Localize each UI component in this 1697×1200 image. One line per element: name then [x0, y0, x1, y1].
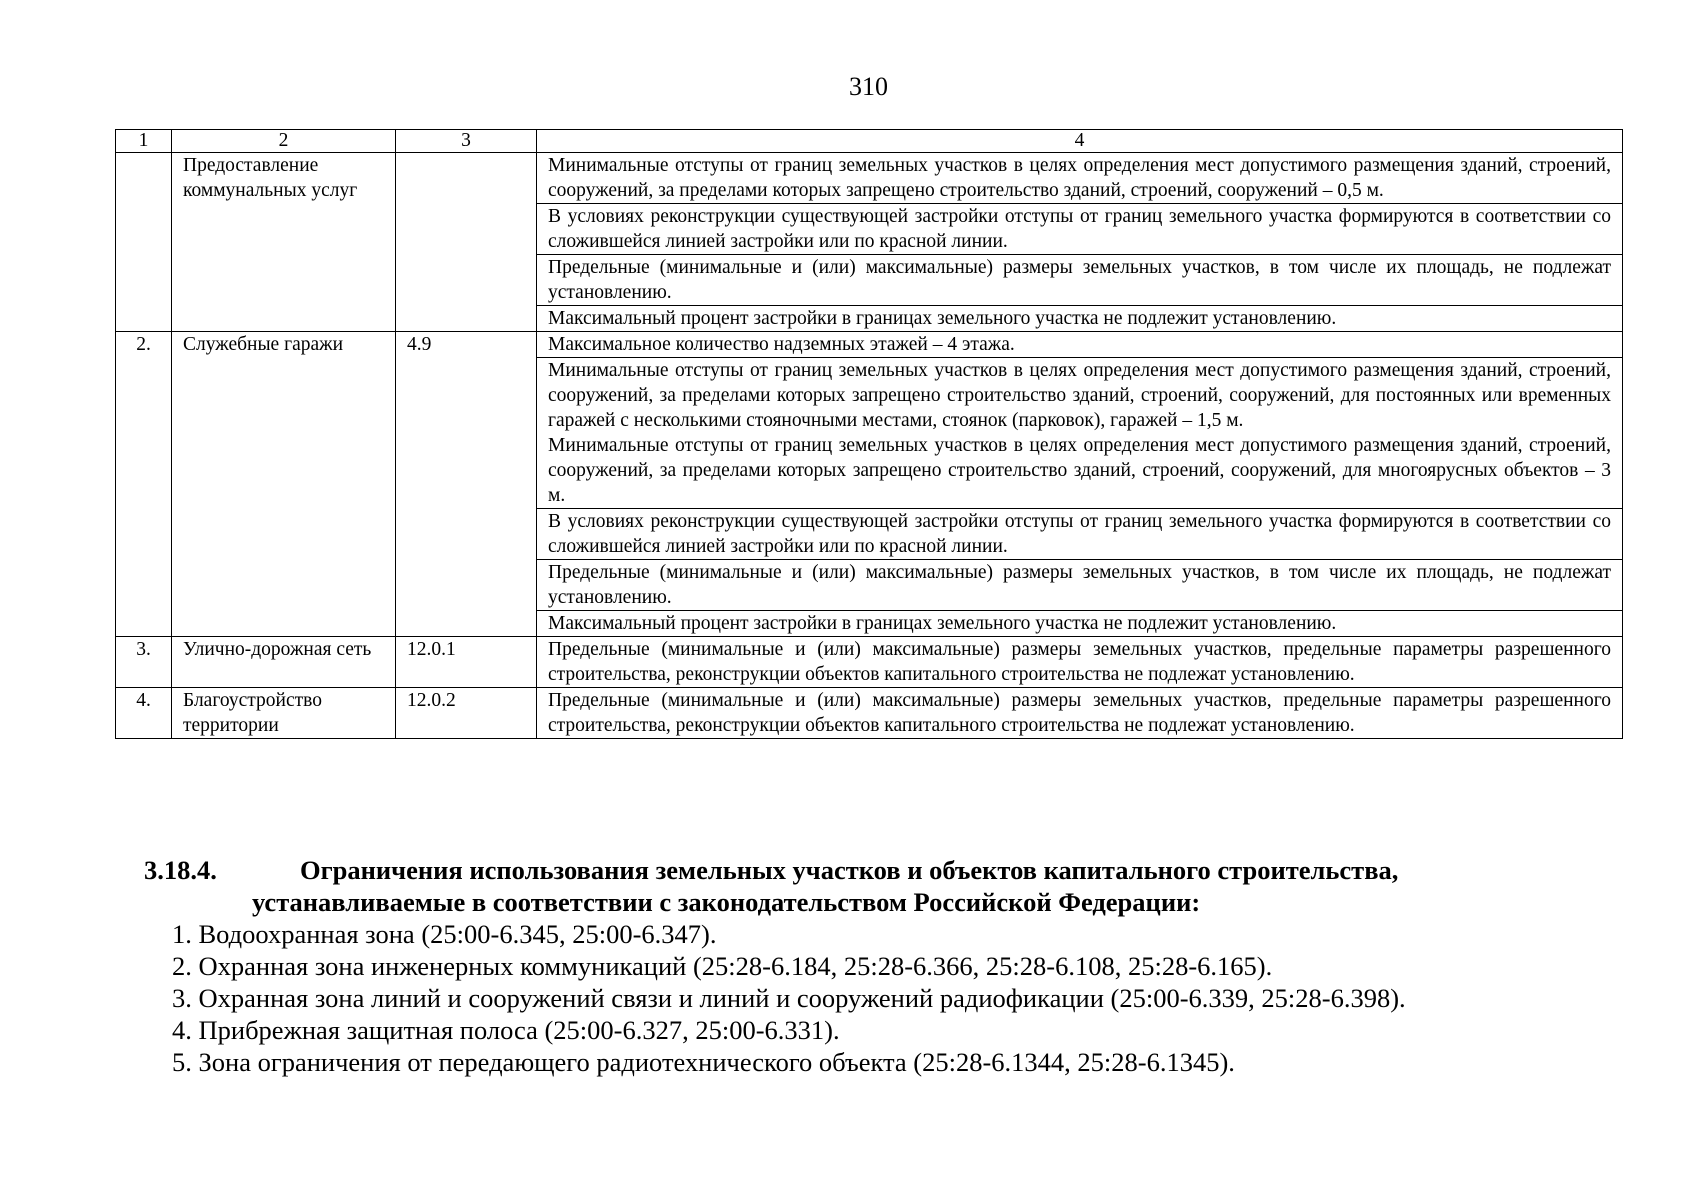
list-item: 1. Водоохранная зона (25:00-6.345, 25:00-6.347).	[172, 919, 717, 949]
table-row	[116, 153, 1623, 204]
parameter-cell: Максимальный процент застройки в границах земельного участка не подлежит установлению.	[537, 306, 1623, 332]
row-number: 3.	[116, 637, 172, 688]
use-type-name: Улично-дорожная сеть	[172, 637, 396, 688]
list-item: 4. Прибрежная защитная полоса (25:00-6.327, 25:00-6.331).	[172, 1015, 840, 1045]
row-number: 4.	[116, 688, 172, 739]
parameter-cell: Минимальные отступы от границ земельных участков в целях определения мест допустимого размещения зданий, строений, сооружений, за пределами которых запрещено строительство зданий, строений, сооружений, для постоянных или временных гаражей с несколькими стояночными местами, стоянок (парковок), гаражей – 1,5 м. Минимальные отступы от границ земельных участков в целях определения мест допустимого размещения зданий, строений, сооружений, за пределами которых запрещено строительство зданий, строений, сооружений, для многоярусных объектов – 3 м.	[537, 358, 1623, 509]
parameter-cell: Максимальное количество надземных этажей – 4 этажа.	[537, 332, 1623, 358]
restrictions-list	[172, 918, 1622, 1078]
use-type-code: 4.9	[396, 332, 537, 637]
parameter-cell: Предельные (минимальные и (или) максимальные) размеры земельных участков, предельные параметры разрешенного строительства, реконструкции объектов капитального строительства не подлежат установлению.	[537, 688, 1623, 739]
parameter-cell: Предельные (минимальные и (или) максимальные) размеры земельных участков, в том числе их площадь, не подлежат установлению.	[537, 255, 1623, 306]
parameter-cell: В условиях реконструкции существующей застройки отступы от границ земельного участка формируются в соответствии со сложившейся линией застройки или по красной линии.	[537, 204, 1623, 255]
column-header: 3	[396, 130, 537, 153]
table-row	[116, 688, 1623, 739]
parameter-cell: В условиях реконструкции существующей застройки отступы от границ земельного участка формируются в соответствии со сложившейся линией застройки или по красной линии.	[537, 509, 1623, 560]
use-type-name: Предоставление коммунальных услуг	[172, 153, 396, 332]
list-item: 3. Охранная зона линий и сооружений связи и линий и сооружений радиофикации (25:00-6.339, 25:28-6.398).	[172, 983, 1406, 1013]
use-type-name: Благоустройство территории	[172, 688, 396, 739]
list-item: 5. Зона ограничения от передающего радиотехнического объекта (25:28-6.1344, 25:28-6.1345).	[172, 1047, 1235, 1077]
use-type-code	[396, 153, 537, 332]
section-number: 3.18.4.	[144, 855, 217, 885]
land-use-parameters-table	[115, 129, 1623, 739]
column-header: 4	[537, 130, 1623, 153]
parameter-cell: Предельные (минимальные и (или) максимальные) размеры земельных участков, предельные параметры разрешенного строительства, реконструкции объектов капитального строительства не подлежат установлению.	[537, 637, 1623, 688]
table-row	[116, 637, 1623, 688]
list-item: 2. Охранная зона инженерных коммуникаций (25:28-6.184, 25:28-6.366, 25:28-6.108, 25:28-6.165).	[172, 951, 1273, 981]
page-number: 310	[849, 72, 888, 101]
section-title-line1: Ограничения использования земельных участков и объектов капитального строительства,	[300, 855, 1399, 885]
column-header: 2	[172, 130, 396, 153]
parameter-cell: Предельные (минимальные и (или) максимальные) размеры земельных участков, в том числе их площадь, не подлежат установлению.	[537, 560, 1623, 611]
use-type-code: 12.0.1	[396, 637, 537, 688]
row-number	[116, 153, 172, 332]
table-header-row	[116, 130, 1623, 153]
parameter-cell: Минимальные отступы от границ земельных участков в целях определения мест допустимого размещения зданий, строений, сооружений, за пределами которых запрещено строительство зданий, строений, сооружений – 0,5 м.	[537, 153, 1623, 204]
parameter-cell: Максимальный процент застройки в границах земельного участка не подлежит установлению.	[537, 611, 1623, 637]
use-type-code: 12.0.2	[396, 688, 537, 739]
use-type-name: Служебные гаражи	[172, 332, 396, 637]
restrictions-section	[144, 854, 1622, 1078]
section-title-line2: устанавливаемые в соответствии с законодательством Российской Федерации:	[252, 887, 1201, 917]
section-heading	[144, 854, 1622, 918]
table-row	[116, 332, 1623, 358]
row-number: 2.	[116, 332, 172, 637]
column-header: 1	[116, 130, 172, 153]
